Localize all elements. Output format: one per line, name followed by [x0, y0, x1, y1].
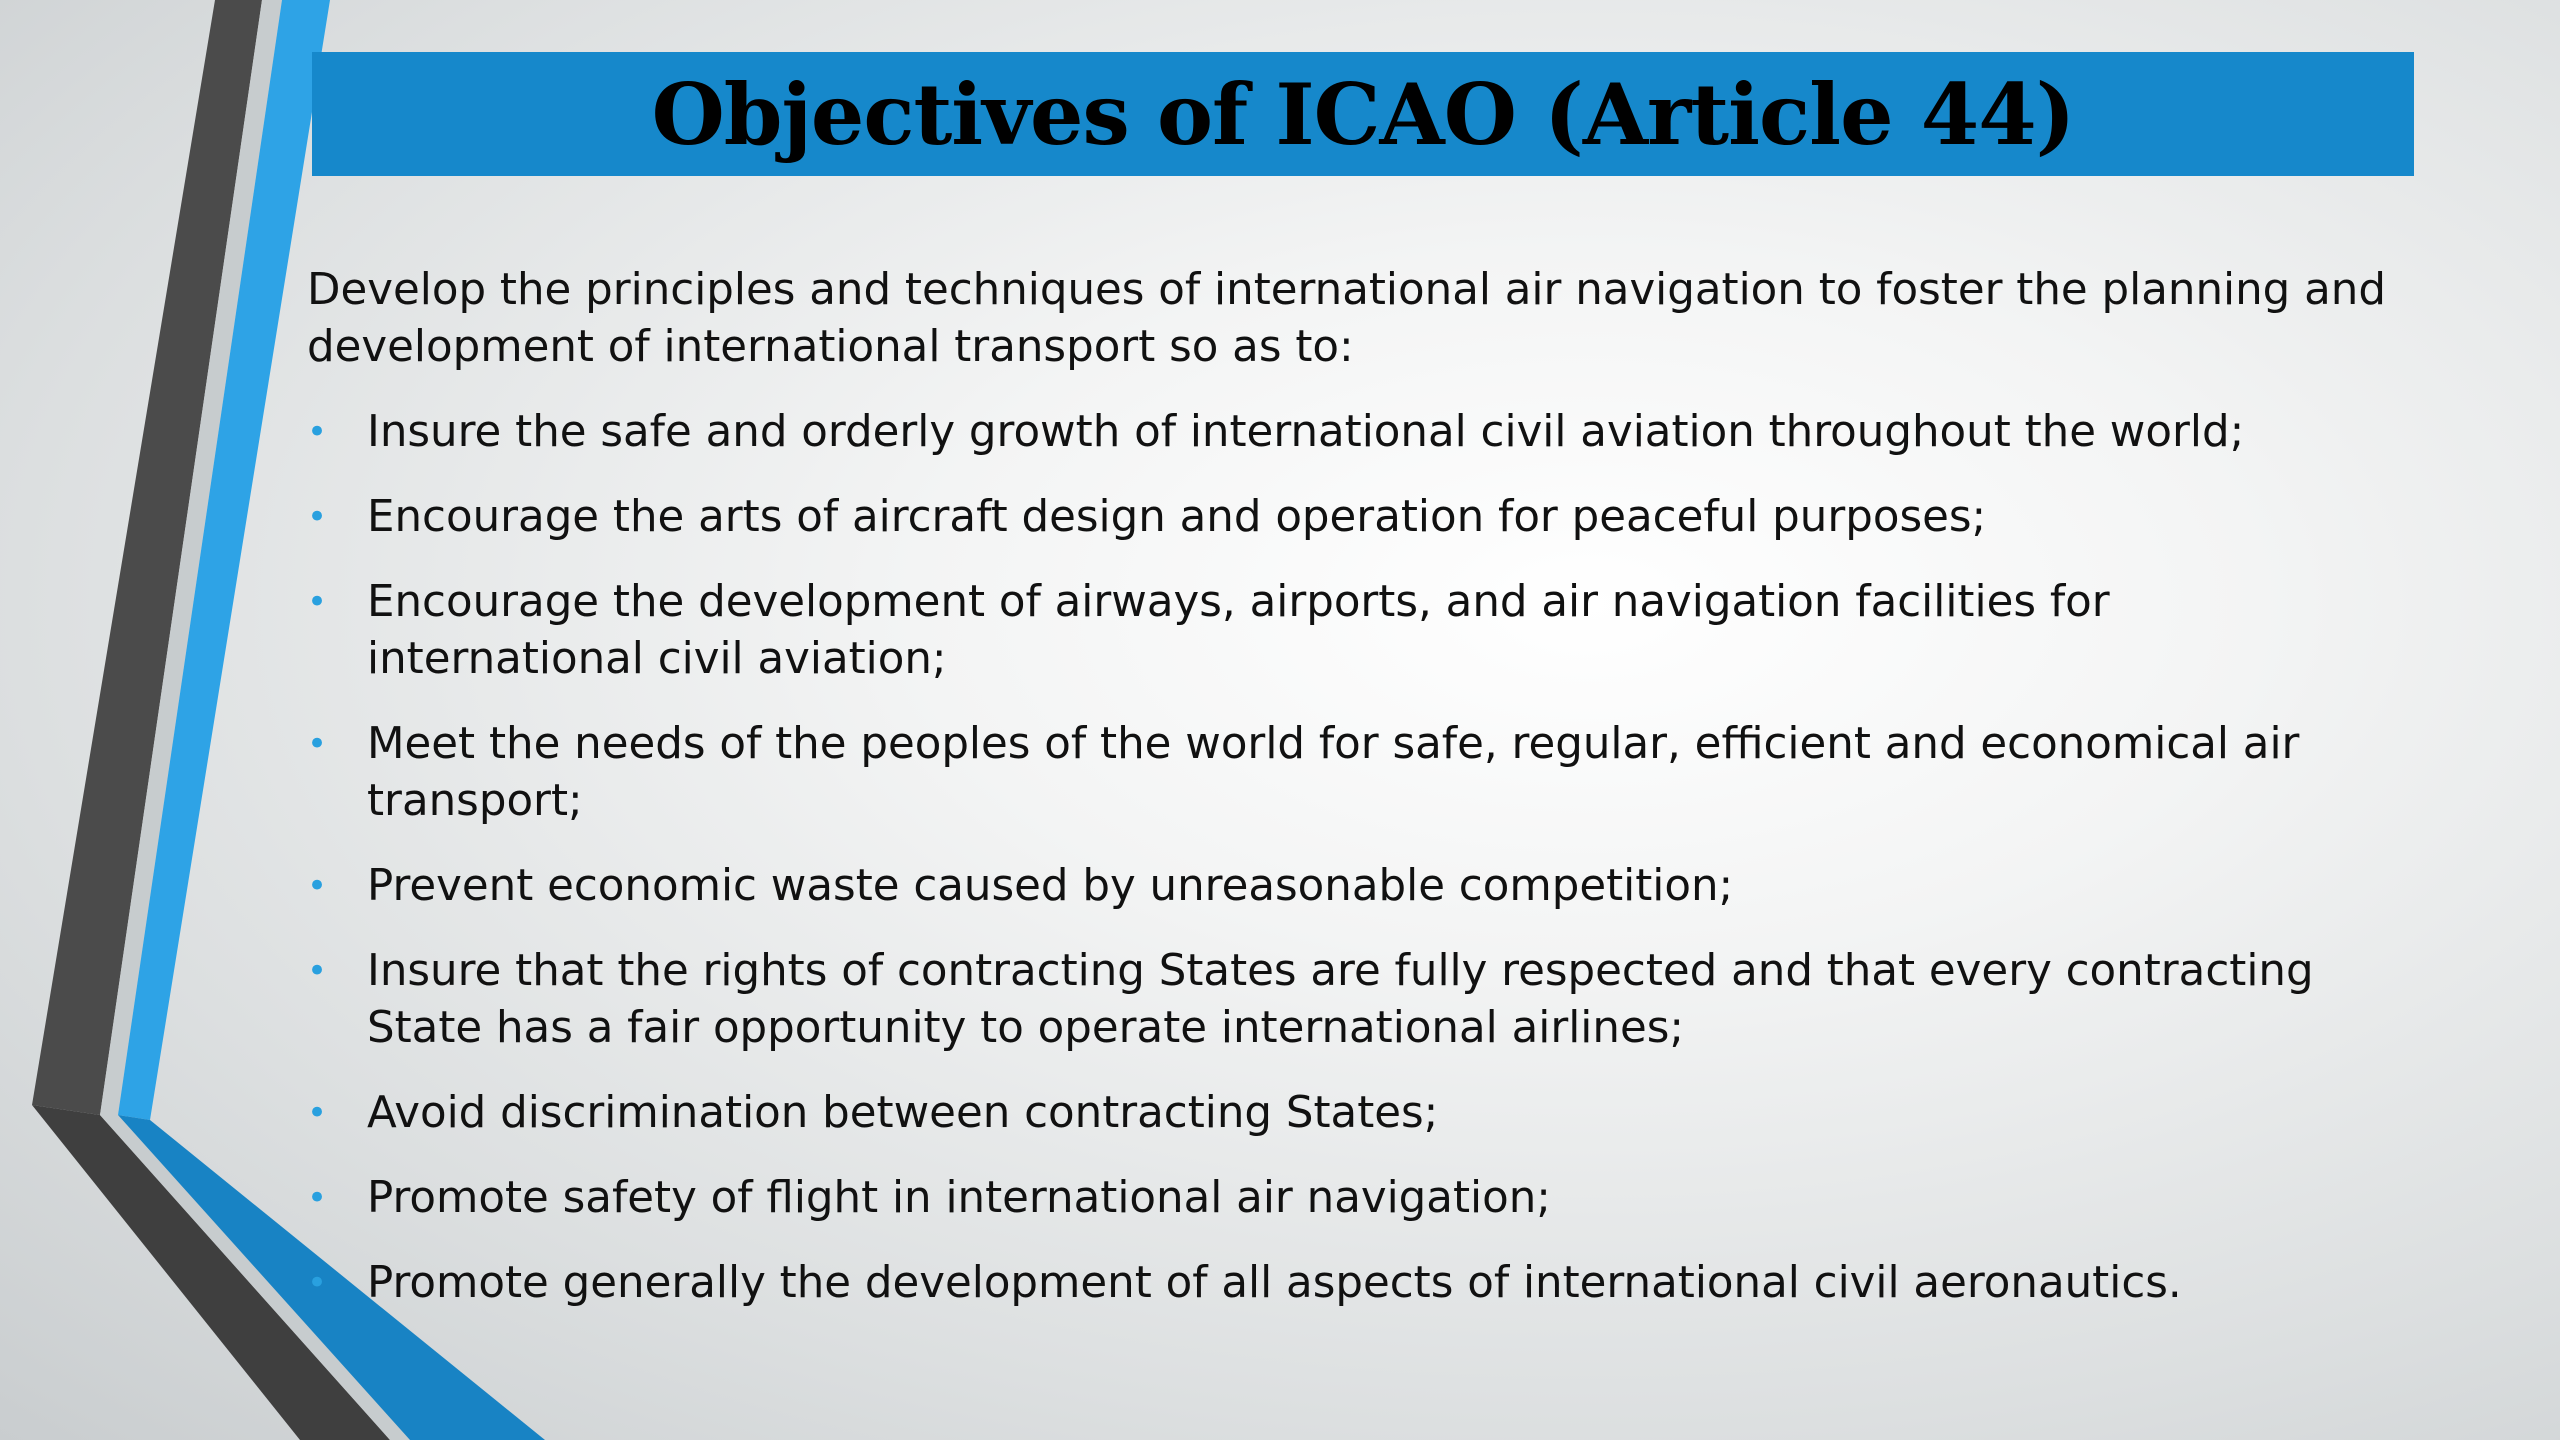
bullet-icon: •	[307, 724, 328, 764]
bullet-icon: •	[307, 866, 328, 906]
list-item	[307, 1170, 2387, 1227]
list-item	[307, 574, 2387, 688]
intro-paragraph: Develop the principles and techniques of international air navigation to foster the planning and development of international transport so as to:	[307, 265, 2386, 372]
list-item-text: Promote generally the development of all aspects of international civil aeronautics.	[367, 1258, 2182, 1308]
list-item	[307, 716, 2387, 830]
list-item-text: Prevent economic waste caused by unreasonable competition;	[367, 861, 1734, 911]
bullet-icon: •	[307, 1263, 328, 1303]
slide-body	[307, 262, 2387, 1340]
bullet-icon: •	[307, 951, 328, 991]
list-item-text: Promote safety of flight in international air navigation;	[367, 1173, 1551, 1223]
list-item	[307, 1255, 2387, 1312]
list-item	[307, 858, 2387, 915]
bullet-icon: •	[307, 582, 328, 622]
list-item	[307, 404, 2387, 461]
list-item	[307, 943, 2387, 1057]
bullet-icon: •	[307, 412, 328, 452]
list-item-text: Encourage the arts of aircraft design and operation for peaceful purposes;	[367, 492, 1987, 542]
list-item-text: Insure that the rights of contracting States are fully respected and that every contracting State has a fair opportunity to operate international airlines;	[367, 946, 2314, 1053]
list-item	[307, 1085, 2387, 1142]
slide-title: Objectives of ICAO (Article 44)	[651, 64, 2075, 164]
list-item-text: Meet the needs of the peoples of the world for safe, regular, efficient and economical air transport;	[367, 719, 2300, 826]
objectives-list	[307, 404, 2387, 1312]
bullet-icon: •	[307, 497, 328, 537]
list-item	[307, 489, 2387, 546]
list-item-text: Avoid discrimination between contracting States;	[367, 1088, 1439, 1138]
bullet-icon: •	[307, 1178, 328, 1218]
list-item-text: Encourage the development of airways, airports, and air navigation facilities for international civil aviation;	[367, 577, 2110, 684]
list-item-text: Insure the safe and orderly growth of international civil aviation throughout the world;	[367, 407, 2245, 457]
title-bar	[312, 52, 2414, 176]
bullet-icon: •	[307, 1093, 328, 1133]
